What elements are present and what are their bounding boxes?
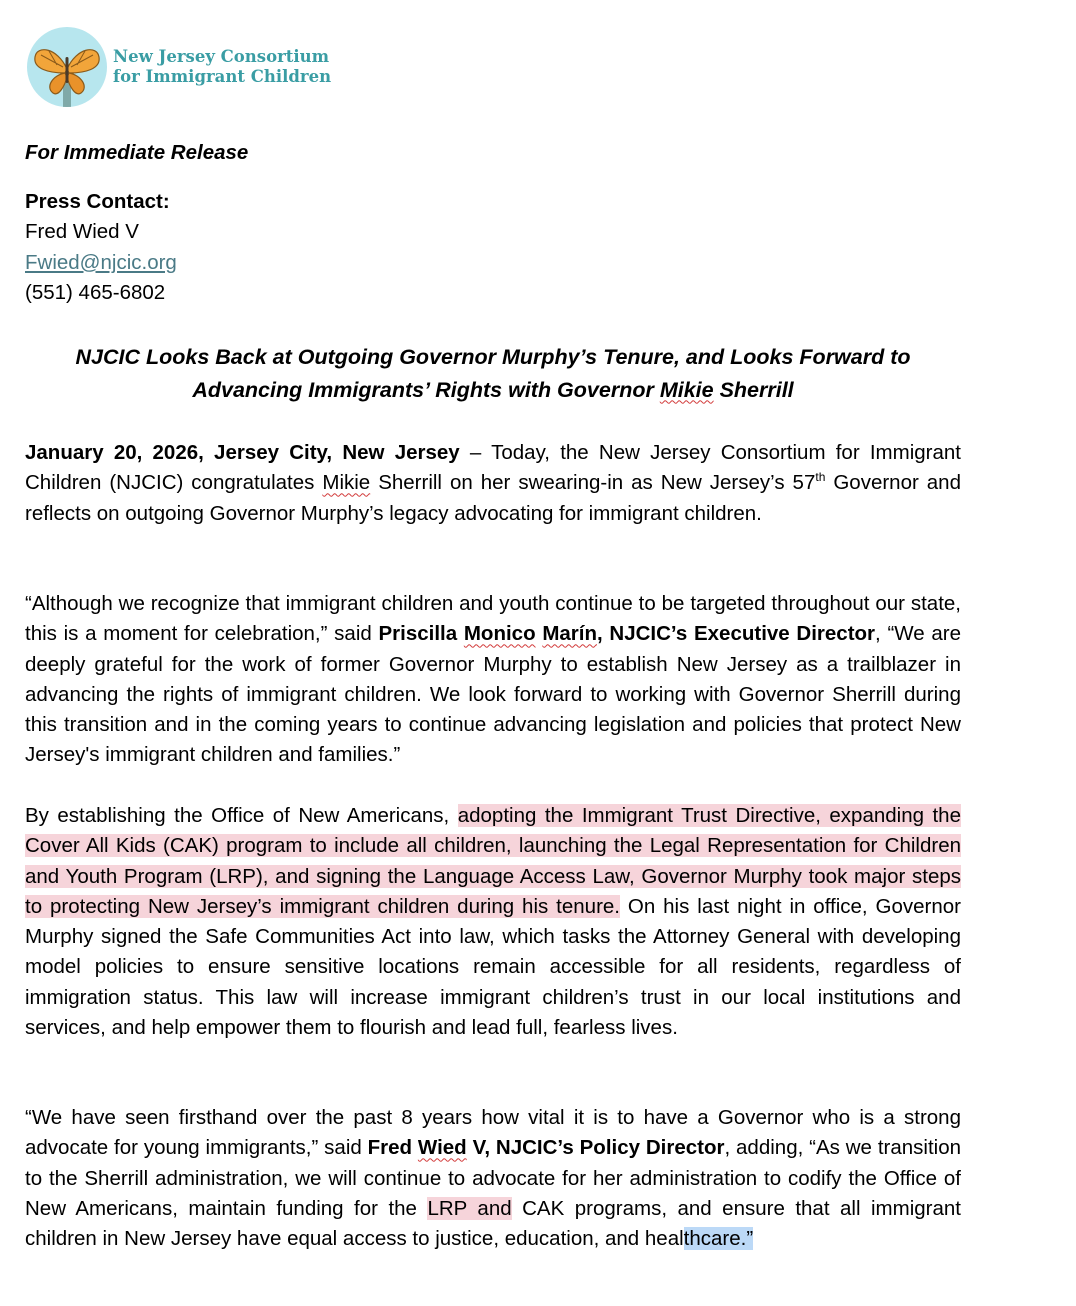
paragraph-1 — [25, 438, 961, 529]
spellcheck-word: Mikie — [322, 471, 371, 495]
highlighted-text: LRP and — [427, 1196, 512, 1220]
speaker-title: , NJCIC’s Executive Director — [597, 622, 876, 646]
paragraph-4 — [25, 1103, 961, 1254]
contact-label: Press Contact: — [25, 190, 170, 213]
release-label: For Immediate Release — [25, 141, 249, 164]
paragraph-3 — [25, 801, 961, 1043]
logo-circle — [27, 27, 107, 107]
body-text: , adding, “As we transition to the Sherrill administration, we will continue to advocate for her administration to codify the Office of New Americans, maintain funding for the — [25, 1136, 961, 1220]
logo-line-2: for Immigrant Children — [113, 67, 332, 86]
body-text: “Although we recognize that immigrant children and youth continue to be targeted throughout our state, this is a moment for celebration,” said — [25, 592, 961, 646]
paragraph-2 — [25, 589, 961, 771]
headline-text: Sherrill — [713, 377, 794, 402]
contact-name: Fred Wied V — [25, 220, 139, 244]
logo-line-1: New Jersey Consortium — [113, 47, 330, 66]
body-text: “We have seen firsthand over the past 8 years how vital it is to have a Governor who is a strong advocate for young immigrants,” said — [25, 1106, 961, 1160]
body-text: On his last night in office, Governor Murphy signed the Safe Communities Act into law, which tasks the Attorney General with developing model policies to ensure sensitive locations remain accessible for all residents, regardless of immigration status. This law will increase immigrant children’s trust in our local institutions and services, and help empower them to flourish and lead full, fearless lives. — [25, 894, 961, 1040]
highlighted-text: adopting the Immigrant Trust Directive, expanding the Cover All Kids (CAK) program to include all children, launching the Legal Representation for Children and Youth Program (LRP), and signing the Language Access Law, Governor Murphy took major steps to protecting New Jersey’s immigrant children during his tenure. — [25, 804, 961, 918]
contact-email-link[interactable]: Fwied@njcic.org — [25, 250, 177, 274]
contact-phone: (551) 465-6802 — [25, 280, 166, 304]
spellcheck-word: Mikie — [659, 377, 714, 402]
spellcheck-word: Monico — [463, 622, 536, 646]
press-contact — [25, 187, 177, 308]
body-text: By establishing the Office of New Americans, — [25, 804, 458, 827]
body-text: – Today, the New Jersey Consortium for Immigrant Children (NJCIC) congratulates — [25, 441, 961, 495]
headline — [25, 341, 961, 406]
organization-logo — [27, 27, 331, 107]
body-text: , “We are deeply grateful for the work of former Governor Murphy to establish New Jersey as a trailblazer in advancing the rights of immigrant children. We look forward to working with Governor Sherrill during this transition and in the coming years to continue advancing legislation and policies that protect New Jersey's immigrant children and families.” — [25, 622, 961, 767]
dateline: January 20, 2026, Jersey City, New Jersey — [25, 441, 460, 464]
spellcheck-word: Marín — [542, 622, 598, 646]
body-text: CAK programs, and ensure that all immigrant children in New Jersey have equal access to justice, education, and heal — [25, 1196, 961, 1251]
body-text: Governor and reflects on outgoing Governor Murphy’s legacy advocating for immigrant children. — [25, 471, 961, 525]
body-text: Sherrill on her swearing-in as New Jersey’s 57 — [370, 471, 816, 495]
spellcheck-word: Wied — [417, 1136, 467, 1160]
headline-text: Advancing Immigrants’ Rights with Governor — [192, 377, 660, 402]
logo-text — [113, 47, 331, 87]
speaker-title: V, NJCIC’s Policy Director — [466, 1136, 725, 1160]
speaker-name: Priscilla — [378, 622, 464, 646]
ordinal-suffix: th — [815, 470, 826, 485]
butterfly-icon — [27, 27, 107, 107]
speaker-name: Fred — [367, 1136, 418, 1160]
selected-text: thcare.” — [683, 1227, 754, 1251]
headline-line-2 — [25, 374, 961, 407]
headline-line-1: NJCIC Looks Back at Outgoing Governor Murphy’s Tenure, and Looks Forward to — [75, 345, 911, 369]
